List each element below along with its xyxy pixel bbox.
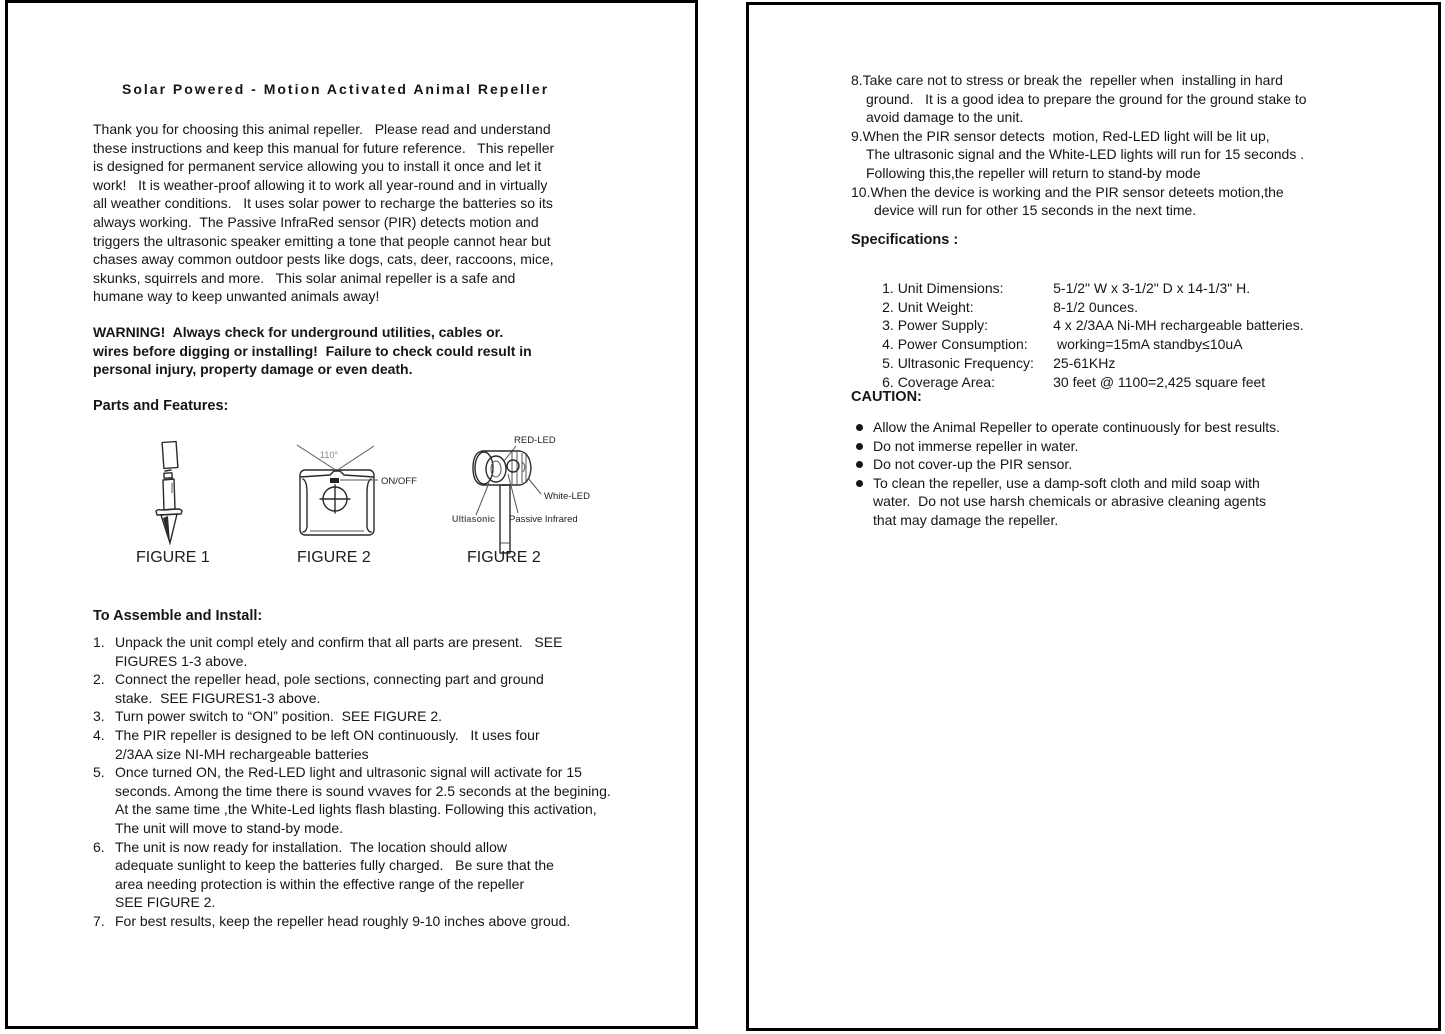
intro-line: Thank you for choosing this animal repeller. Please read and understand [93, 121, 551, 137]
ultrasonic-label: Ultiasonic [452, 514, 496, 524]
intro-line: humane way to keep unwanted animals away! [93, 288, 380, 305]
spec-value: 8-1/2 0unces. [1053, 298, 1138, 315]
manual-page-2 [746, 2, 1441, 1031]
parts-features-heading: Parts and Features: [93, 398, 229, 414]
assemble-list [93, 633, 678, 931]
warning-line: personal injury, property damage or even death. [93, 361, 413, 378]
list-item-7 [93, 912, 678, 931]
item-number: 2. [93, 671, 105, 688]
list-item-3 [93, 707, 678, 726]
page-title: Solar Powered - Motion Activated Animal Repeller [122, 81, 550, 97]
on-off-label: ON/OFF [381, 476, 417, 487]
figure-1-caption: FIGURE 1 [136, 549, 210, 566]
specifications-list [851, 260, 1304, 390]
ground-stake-figure [148, 430, 228, 548]
intro-line: triggers the ultrasonic speaker emitting a tone that people cannot hear but [93, 232, 551, 249]
item-line: The ultrasonic signal and the White-LED lights will run for 15 seconds . [866, 146, 1305, 163]
spec-value: 5-1/2" W x 3-1/2" D x 14-1/3" H. [1053, 279, 1251, 296]
spec-row [851, 260, 1304, 296]
item-line: The unit is now ready for installation. The location should allow [115, 838, 507, 855]
spec-value: 30 feet @ 1100=2,425 square feet [1053, 373, 1266, 390]
caution-item [851, 437, 1411, 456]
caution-line: that may damage the repeller. [873, 511, 1059, 528]
item-line: 8.Take care not to stress or break the repeller when installing in hard [851, 72, 1283, 88]
red-led-label: RED-LED [514, 435, 556, 446]
list-item-5 [93, 763, 678, 837]
item-line: At the same time ,the White-Led lights flash blasting. Following this activation, [115, 801, 597, 818]
repeller-head-figure [440, 425, 636, 558]
caution-item [851, 474, 1411, 530]
bullet-icon [856, 461, 863, 468]
bullet-icon [856, 480, 863, 487]
intro-line: these instructions and keep this manual for future reference. This repeller [93, 139, 555, 156]
item-line: Once turned ON, the Red-LED light and ultrasonic signal will activate for 15 [115, 764, 582, 781]
spec-label: 3. Power Supply: [882, 317, 988, 334]
item-number: 3. [93, 708, 105, 725]
install-item-9 [851, 127, 1411, 183]
coverage-angle-label: 110° [320, 450, 338, 460]
install-item-10 [851, 183, 1411, 220]
spec-label: 6. Coverage Area: [882, 373, 995, 390]
intro-paragraph [93, 120, 554, 306]
item-line: 9.When the PIR sensor detects motion, Red-LED light will be lit up, [851, 127, 1270, 144]
white-led-label: White-LED [544, 491, 590, 502]
item-line: Turn power switch to “ON” position. SEE FIGURE 2. [115, 708, 443, 725]
list-item-4 [93, 726, 678, 763]
item-line: ground. It is a good idea to prepare the ground for the ground stake to [866, 90, 1307, 107]
list-item-6 [93, 838, 678, 912]
item-line: 2/3AA size NI-MH rechargeable batteries [115, 745, 369, 762]
spec-label: 1. Unit Dimensions: [882, 279, 1004, 296]
caution-line: Do not cover-up the PIR sensor. [873, 456, 1073, 473]
item-line: adequate sunlight to keep the batteries fully charged. Be sure that the [115, 857, 554, 874]
item-line: The unit will move to stand-by mode. [115, 819, 343, 836]
assemble-heading: To Assemble and Install: [93, 608, 263, 624]
item-line: Connect the repeller head, pole sections, connecting part and ground [115, 671, 544, 688]
item-line: SEE FIGURE 2. [115, 894, 216, 911]
specifications-heading: Specifications : [851, 232, 959, 248]
warning-line: wires before digging or installing! Failure to check could result in [93, 342, 532, 359]
intro-line: all weather conditions. It uses solar power to recharge the batteries so its [93, 195, 553, 212]
manual-page-1 [5, 0, 698, 1029]
spec-label: 2. Unit Weight: [882, 298, 974, 315]
item-line: For best results, keep the repeller head roughly 9-10 inches above groud. [115, 912, 571, 929]
spec-value: 25-61KHz [1053, 354, 1116, 371]
install-items [851, 71, 1411, 220]
caution-line: Allow the Animal Repeller to operate continuously for best results. [873, 419, 1280, 435]
item-line: area needing protection is within the effective range of the repeller [115, 875, 525, 892]
passive-infrared-label: Passive Infrared [509, 514, 578, 525]
list-item-1 [93, 633, 678, 670]
intro-line: work! It is weather-proof allowing it to work all year-round and in virtually [93, 176, 548, 193]
caution-line: water. Do not use harsh chemicals or abrasive cleaning agents [873, 493, 1266, 510]
spec-value: 4 x 2/3AA Ni-MH rechargeable batteries. [1053, 317, 1304, 334]
power-switch [330, 478, 339, 483]
list-item-2 [93, 670, 678, 707]
item-number: 5. [93, 764, 105, 781]
caution-heading: CAUTION: [851, 389, 922, 405]
bullet-icon [856, 424, 863, 431]
item-number: 1. [93, 634, 105, 650]
item-line: device will run for other 15 seconds in the next time. [874, 202, 1197, 219]
spec-label: 5. Ultrasonic Frequency: [882, 354, 1034, 371]
item-number: 7. [93, 912, 105, 929]
item-number: 6. [93, 838, 105, 855]
spec-value: working=15mA standby≤10uA [1053, 336, 1243, 353]
item-line: The PIR repeller is designed to be left ON continuously. It uses four [115, 726, 540, 743]
figure-3-caption: FIGURE 2 [467, 549, 541, 566]
caution-line: To clean the repeller, use a damp-soft cloth and mild soap with [873, 474, 1260, 491]
item-number: 4. [93, 726, 105, 743]
intro-line: chases away common outdoor pests like dogs, cats, deer, raccoons, mice, [93, 251, 554, 268]
warning-line: WARNING! Always check for underground utilities, cables or. [93, 324, 504, 340]
caution-list [851, 418, 1411, 530]
spec-label: 4. Power Consumption: [882, 336, 1028, 353]
intro-line: skunks, squirrels and more. This solar animal repeller is a safe and [93, 269, 516, 286]
intro-line: always working. The Passive InfraRed sensor (PIR) detects motion and [93, 213, 539, 230]
bullet-icon [856, 443, 863, 450]
repeller-back-figure [290, 435, 420, 543]
intro-line: is designed for permanent service allowing you to install it once and let it [93, 158, 542, 175]
item-line: 10.When the device is working and the PIR sensor deteets motion,the [851, 183, 1284, 200]
figure-2-caption: FIGURE 2 [297, 549, 371, 566]
item-line: seconds. Among the time there is sound vvaves for 2.5 seconds at the begining. [115, 782, 611, 799]
item-line: Unpack the unit compl etely and confirm that all parts are present. SEE [115, 634, 563, 650]
warning-paragraph [93, 323, 532, 379]
item-line: stake. SEE FIGURES1-3 above. [115, 689, 321, 706]
caution-item [851, 418, 1411, 437]
item-line: Following this,the repeller will return to stand-by mode [866, 164, 1201, 181]
caution-item [851, 455, 1411, 474]
item-line: avoid damage to the unit. [866, 109, 1024, 126]
item-line: FIGURES 1-3 above. [115, 652, 248, 669]
install-item-8 [851, 71, 1411, 127]
caution-line: Do not immerse repeller in water. [873, 437, 1079, 454]
